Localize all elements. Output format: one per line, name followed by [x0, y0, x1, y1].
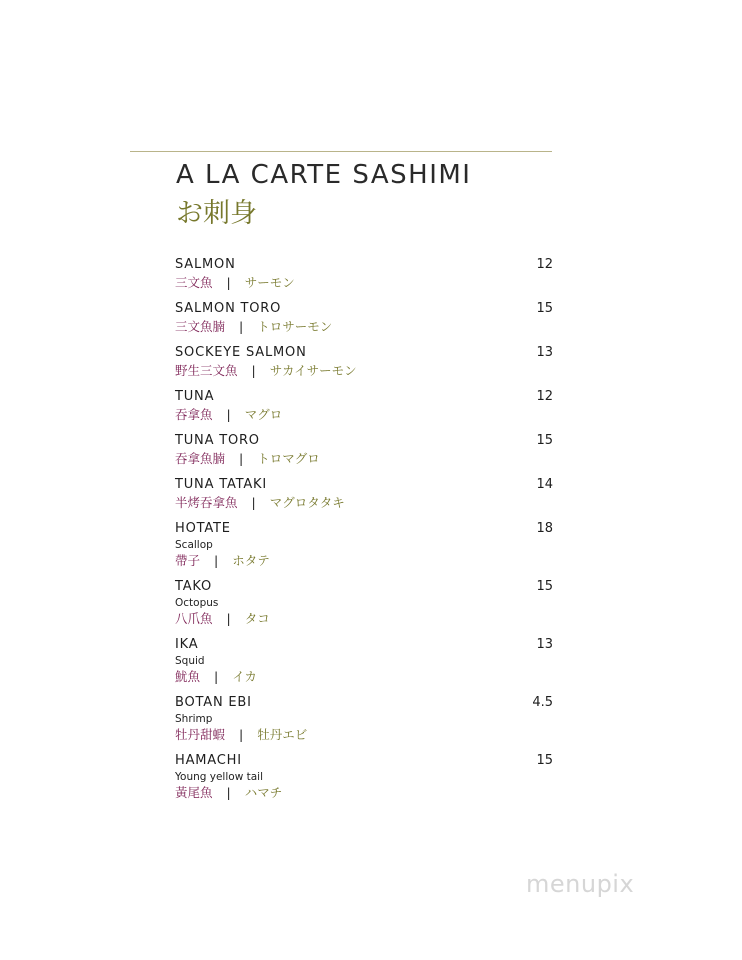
item-separator: |: [251, 363, 256, 378]
item-kana: イカ: [232, 669, 257, 684]
item-separator: |: [251, 495, 256, 510]
menu-item: [175, 520, 553, 569]
item-separator: |: [226, 611, 231, 626]
item-name: TUNA TATAKI: [175, 477, 268, 492]
page-title-japanese: お刺身: [176, 198, 257, 229]
item-japanese: [175, 362, 553, 379]
item-kana: サカイサーモン: [269, 363, 357, 378]
item-japanese: [175, 552, 553, 569]
item-separator: |: [239, 451, 244, 466]
item-price: 13: [536, 345, 553, 360]
item-price: 18: [536, 521, 553, 536]
menu-item: [175, 300, 553, 335]
menu-item: [175, 636, 553, 685]
item-name: SALMON: [175, 257, 236, 272]
menu-item: [175, 694, 553, 743]
item-japanese: [175, 610, 553, 627]
item-kana: ハマチ: [244, 785, 283, 800]
item-kanji: 帶子: [175, 553, 201, 568]
item-kana: サーモン: [244, 275, 295, 290]
item-separator: |: [239, 319, 244, 334]
item-japanese: [175, 318, 553, 335]
item-separator: |: [226, 785, 231, 800]
menu-item: [175, 256, 553, 291]
item-kanji: 黃尾魚: [175, 785, 213, 800]
item-price: 15: [536, 433, 553, 448]
menu-item: [175, 578, 553, 627]
item-separator: |: [226, 407, 231, 422]
item-price: 4.5: [532, 695, 553, 710]
item-kanji: 三文魚: [175, 275, 213, 290]
menu-item: [175, 388, 553, 423]
item-japanese: [175, 274, 553, 291]
item-japanese: [175, 494, 553, 511]
item-price: 15: [536, 301, 553, 316]
item-price: 12: [536, 389, 553, 404]
item-name: BOTAN EBI: [175, 695, 252, 710]
page-title: A LA CARTE SASHIMI: [176, 160, 472, 190]
item-kana: マグロタタキ: [269, 495, 345, 510]
item-english: Scallop: [175, 539, 213, 551]
menu-item: [175, 752, 553, 801]
item-separator: |: [214, 669, 219, 684]
item-name: SOCKEYE SALMON: [175, 345, 307, 360]
item-separator: |: [239, 727, 244, 742]
item-name: TAKO: [175, 579, 213, 594]
watermark-logo: menupix: [526, 870, 635, 898]
item-kana: トロマグロ: [257, 451, 320, 466]
item-english: Young yellow tail: [175, 771, 263, 783]
item-kanji: 野生三文魚: [175, 363, 238, 378]
item-price: 15: [536, 753, 553, 768]
menu-item: [175, 476, 553, 511]
item-separator: |: [214, 553, 219, 568]
item-kana: タコ: [244, 611, 270, 626]
item-english: Shrimp: [175, 713, 213, 725]
item-name: IKA: [175, 637, 199, 652]
menu-item: [175, 344, 553, 379]
item-japanese: [175, 450, 553, 467]
header-rule: [130, 151, 552, 152]
item-japanese: [175, 668, 553, 685]
item-kanji: 半烤吞拿魚: [175, 495, 238, 510]
item-kanji: 三文魚腩: [175, 319, 226, 334]
item-name: TUNA: [175, 389, 215, 404]
item-name: HAMACHI: [175, 753, 242, 768]
item-separator: |: [226, 275, 231, 290]
item-kanji: 吞拿魚: [175, 407, 213, 422]
item-price: 13: [536, 637, 553, 652]
item-price: 15: [536, 579, 553, 594]
item-name: HOTATE: [175, 521, 231, 536]
item-kanji: 八爪魚: [175, 611, 213, 626]
item-kana: マグロ: [244, 407, 283, 422]
item-english: Squid: [175, 655, 205, 667]
item-kana: トロサーモン: [257, 319, 333, 334]
item-kanji: 吞拿魚腩: [175, 451, 226, 466]
item-english: Octopus: [175, 597, 219, 609]
item-japanese: [175, 784, 553, 801]
item-name: TUNA TORO: [175, 433, 260, 448]
item-japanese: [175, 726, 553, 743]
item-kanji: 牡丹甜蝦: [175, 727, 226, 742]
item-price: 12: [536, 257, 553, 272]
item-kanji: 魷魚: [175, 669, 201, 684]
item-kana: 牡丹エビ: [257, 727, 308, 742]
item-kana: ホタテ: [232, 553, 270, 568]
item-japanese: [175, 406, 553, 423]
item-name: SALMON TORO: [175, 301, 282, 316]
menu-item: [175, 432, 553, 467]
menu-list: [175, 256, 553, 810]
item-price: 14: [536, 477, 553, 492]
